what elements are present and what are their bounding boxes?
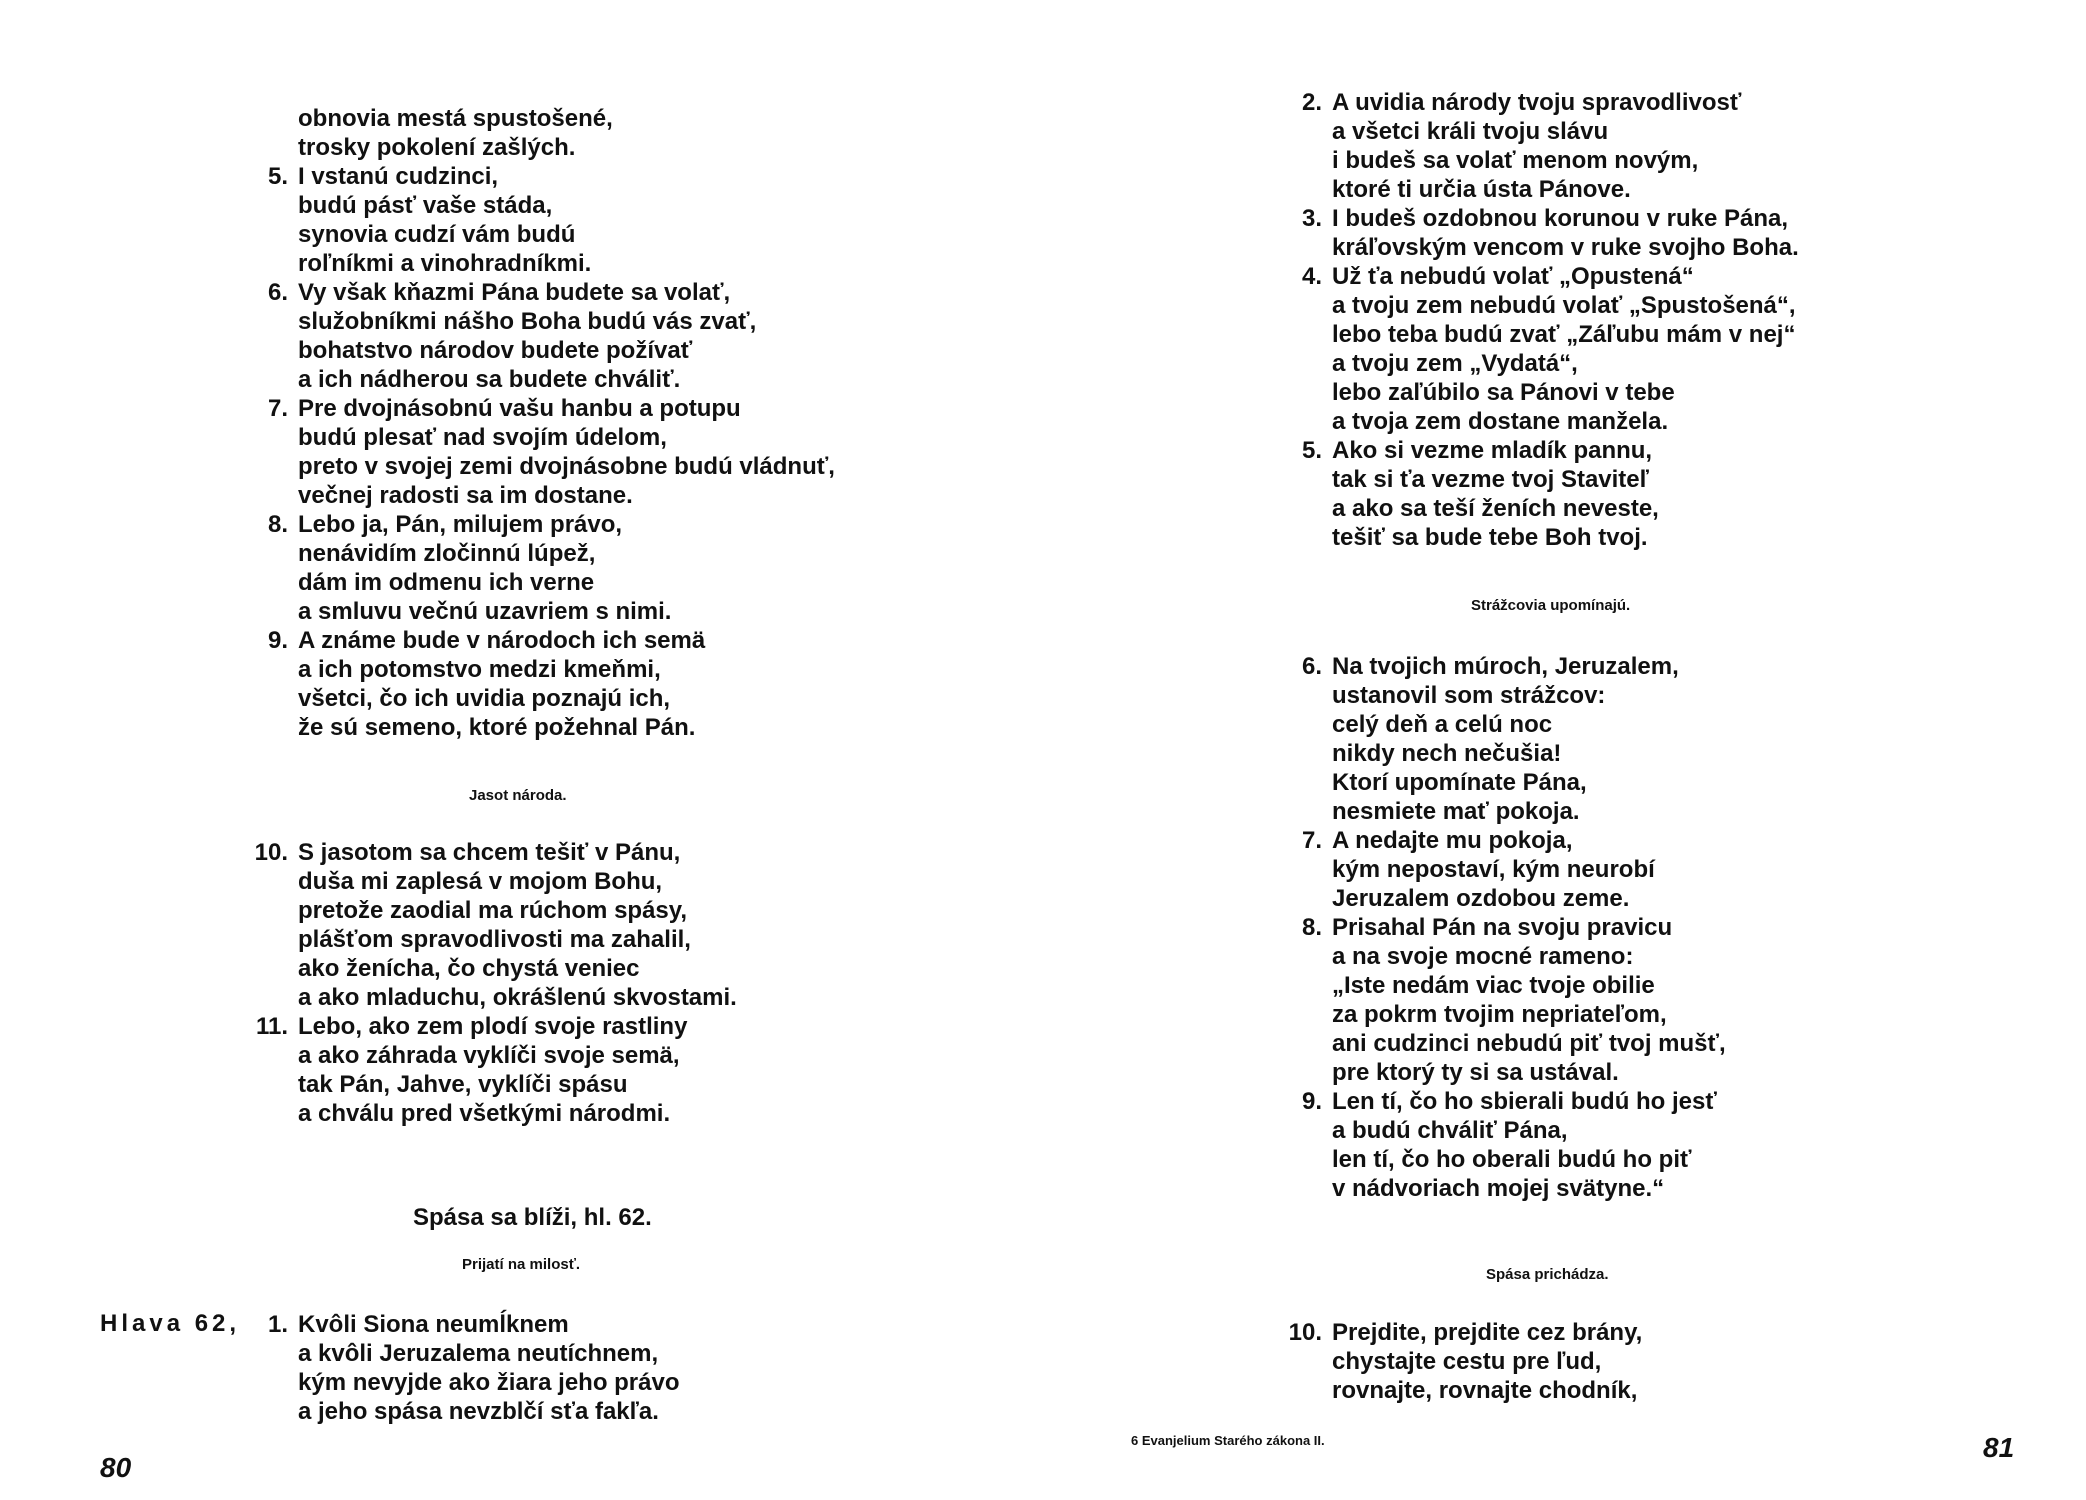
- verse: [267, 162, 835, 278]
- verse-line: chystajte cestu pre ľud,: [1332, 1348, 1602, 1375]
- verse-line: budú pásť vaše stáda,: [298, 192, 553, 219]
- verse-number: 9.: [267, 627, 288, 654]
- verse-block-right-b: [1301, 652, 1726, 1203]
- verse-line: budú plesať nad svojím údelom,: [298, 424, 667, 451]
- verse-line: dám im odmenu ich verne: [298, 569, 595, 596]
- verse-line: večnej radosti sa im dostane.: [298, 482, 633, 509]
- verse-line: ani cudzinci nebudú piť tvoj mušť,: [1332, 1030, 1726, 1057]
- verse-line: za pokrm tvojim nepriateľom,: [1332, 1001, 1667, 1028]
- verse-number: 8.: [1301, 914, 1322, 941]
- page-number-left: 80: [100, 1452, 132, 1483]
- section-subheading-spasa: Spása prichádza.: [1486, 1266, 1609, 1283]
- verse-line: a ako sa teší ženích neveste,: [1332, 495, 1659, 522]
- verse-line: a na svoje mocné rameno:: [1332, 943, 1634, 970]
- verse-line: I budeš ozdobnou korunou v ruke Pána,: [1332, 205, 1789, 232]
- verse-line: v nádvoriach mojej svätyne.“: [1332, 1175, 1665, 1202]
- verse-line: trosky pokolení zašlých.: [298, 134, 576, 161]
- verse-line: a jeho spása nevzblčí sťa fakľa.: [298, 1398, 659, 1425]
- verse: [1288, 1318, 1643, 1405]
- verse-block-right-a: [1301, 88, 1799, 552]
- verse-line: a všetci králi tvoju slávu: [1332, 118, 1609, 145]
- verse-line: Len tí, čo ho sbierali budú ho jesť: [1332, 1088, 1717, 1115]
- verse-line: a budú chváliť Pána,: [1332, 1117, 1568, 1144]
- verse-line: a ako záhrada vyklíči svoje semä,: [298, 1042, 680, 1069]
- verse-line: a chválu pred všetkými národmi.: [298, 1100, 671, 1127]
- verse-line: pretože zaodial ma rúchom spásy,: [298, 897, 688, 924]
- verse: [254, 838, 737, 1012]
- verse-line: ustanovil som strážcov:: [1332, 682, 1606, 709]
- verse-line: Lebo, ako zem plodí svoje rastliny: [298, 1013, 688, 1040]
- page-number-right: 81: [1983, 1432, 2015, 1463]
- verse-line: „Iste nedám viac tvoje obilie: [1332, 972, 1655, 999]
- verse-line: a kvôli Jeruzalema neutíchnem,: [298, 1340, 659, 1367]
- verse-line: S jasotom sa chcem tešiť v Pánu,: [298, 839, 681, 866]
- verse-line: služobníkmi nášho Boha budú vás zvať,: [298, 308, 757, 335]
- verse: [255, 1012, 737, 1128]
- verse-line: obnovia mestá spustošené,: [298, 105, 613, 132]
- verse-number: 5.: [1301, 437, 1322, 464]
- verse-line: rovnajte, rovnajte chodník,: [1332, 1377, 1638, 1404]
- verse-line: A uvidia národy tvoju spravodlivosť: [1332, 89, 1742, 116]
- verse-line: nikdy nech nečušia!: [1332, 740, 1562, 767]
- verse-number: 5.: [267, 163, 288, 190]
- verse: [1301, 826, 1726, 913]
- verse-line: tak Pán, Jahve, vyklíči spásu: [298, 1071, 628, 1098]
- verse-block-left-b: [254, 838, 737, 1128]
- verse-number: 6.: [267, 279, 288, 306]
- section-subheading-prijati: Prijatí na milosť.: [462, 1256, 581, 1273]
- section-subheading-jasot: Jasot národa.: [469, 787, 567, 804]
- verse: [1301, 1087, 1726, 1203]
- verse: [267, 278, 835, 394]
- verse-line: lebo zaľúbilo sa Pánovi v tebe: [1332, 379, 1675, 406]
- verse-number: 10.: [254, 839, 288, 866]
- verse: [1301, 88, 1799, 204]
- footer-note: 6 Evanjelium Starého zákona II.: [1131, 1433, 1325, 1448]
- verse-number: 7.: [1301, 827, 1322, 854]
- verse-line: synovia cudzí vám budú: [298, 221, 576, 248]
- right-page: [1043, 0, 2086, 1500]
- verse-line: Ako si vezme mladík pannu,: [1332, 437, 1653, 464]
- verse-line: len tí, čo ho oberali budú ho piť: [1332, 1146, 1692, 1173]
- verse-line: a tvoju zem nebudú volať „Spustošená“,: [1332, 292, 1796, 319]
- verse-line: A nedajte mu pokoja,: [1332, 827, 1573, 854]
- verse-line: že sú semeno, ktoré požehnal Pán.: [298, 714, 696, 741]
- verse-line: a ich potomstvo medzi kmeňmi,: [298, 656, 661, 683]
- verse-line: Ktorí upomínate Pána,: [1332, 769, 1587, 796]
- verse: [267, 394, 835, 510]
- verse-number: 11.: [255, 1013, 288, 1040]
- verse-block-left-a: [267, 162, 835, 742]
- verse: [1301, 652, 1726, 826]
- verse-line: Prejdite, prejdite cez brány,: [1332, 1319, 1643, 1346]
- verse-line: a ako mladuchu, okrášlenú skvostami.: [298, 984, 737, 1011]
- verse-line: a smluvu večnú uzavriem s nimi.: [298, 598, 672, 625]
- verse-line: všetci, čo ich uvidia poznajú ich,: [298, 685, 671, 712]
- verse-number: 10.: [1288, 1319, 1322, 1346]
- verse-line: preto v svojej zemi dvojnásobne budú vládnuť,: [298, 453, 835, 480]
- verse-line: ako ženícha, čo chystá veniec: [298, 955, 640, 982]
- verse-number: 3.: [1301, 205, 1322, 232]
- verse: [1301, 436, 1799, 552]
- verse-number: 7.: [267, 395, 288, 422]
- verse: [267, 510, 835, 626]
- verse-number: 6.: [1301, 653, 1322, 680]
- verse-line: Kvôli Siona neumĺknem: [298, 1311, 569, 1338]
- verse-line: ktoré ti určia ústa Pánove.: [1332, 176, 1631, 203]
- verse-line: roľníkmi a vinohradníkmi.: [298, 250, 592, 277]
- verse-line: tak si ťa vezme tvoj Staviteľ: [1332, 466, 1649, 493]
- chapter-label: Hlava 62,: [100, 1310, 241, 1337]
- verse: [1301, 913, 1726, 1087]
- verse-line: plášťom spravodlivosti ma zahalil,: [298, 926, 691, 953]
- verse-line: a ich nádherou sa budete chváliť.: [298, 366, 681, 393]
- verse-line: tešiť sa bude tebe Boh tvoj.: [1332, 524, 1648, 551]
- verse-line: pre ktorý ty si sa ustával.: [1332, 1059, 1619, 1086]
- verse-line: Už ťa nebudú volať „Opustená“: [1332, 263, 1694, 290]
- verse-line: kým nevyjde ako žiara jeho právo: [298, 1369, 680, 1396]
- verse-line: Jeruzalem ozdobou zeme.: [1332, 885, 1630, 912]
- verse-number: 8.: [267, 511, 288, 538]
- verse-line: lebo teba budú zvať „Záľubu mám v nej“: [1332, 321, 1796, 348]
- verse-line: a tvoja zem dostane manžela.: [1332, 408, 1669, 435]
- verse-line: a tvoju zem „Vydatá“,: [1332, 350, 1578, 377]
- verse-line: A známe bude v národoch ich semä: [298, 627, 706, 654]
- continuation-lines: [298, 104, 613, 162]
- verse-number: 2.: [1301, 89, 1322, 116]
- verse-line: Lebo ja, Pán, milujem právo,: [298, 511, 623, 538]
- verse-line: nesmiete mať pokoja.: [1332, 798, 1580, 825]
- verse-number: 1.: [267, 1311, 288, 1338]
- verse-line: i budeš sa volať menom novým,: [1332, 147, 1699, 174]
- verse-number: 4.: [1301, 263, 1322, 290]
- verse-line: Prisahal Pán na svoju pravicu: [1332, 914, 1673, 941]
- verse: [267, 1310, 680, 1426]
- verse-line: Na tvojich múroch, Jeruzalem,: [1332, 653, 1679, 680]
- verse: [1301, 204, 1799, 262]
- verse: [267, 626, 835, 742]
- verse-line: bohatstvo národov budete požívať: [298, 337, 693, 364]
- verse: [1301, 262, 1799, 436]
- verse-block-right-c: [1288, 1318, 1643, 1405]
- verse-line: duša mi zaplesá v mojom Bohu,: [298, 868, 663, 895]
- verse-block-left-c: [267, 1310, 680, 1426]
- verse-line: kým nepostaví, kým neurobí: [1332, 856, 1655, 883]
- verse-number: 9.: [1301, 1088, 1322, 1115]
- verse-line: I vstanú cudzinci,: [298, 163, 499, 190]
- section-subheading-strazcovia: Strážcovia upomínajú.: [1471, 597, 1631, 614]
- verse-line: Pre dvojnásobnú vašu hanbu a potupu: [298, 395, 741, 422]
- chapter-heading: Spása sa blíži, hl. 62.: [413, 1204, 652, 1231]
- verse-line: Vy však kňazmi Pána budete sa volať,: [298, 279, 731, 306]
- verse-line: celý deň a celú noc: [1332, 711, 1553, 738]
- verse-line: kráľovským vencom v ruke svojho Boha.: [1332, 234, 1799, 261]
- verse-line: nenávidím zločinnú lúpež,: [298, 540, 596, 567]
